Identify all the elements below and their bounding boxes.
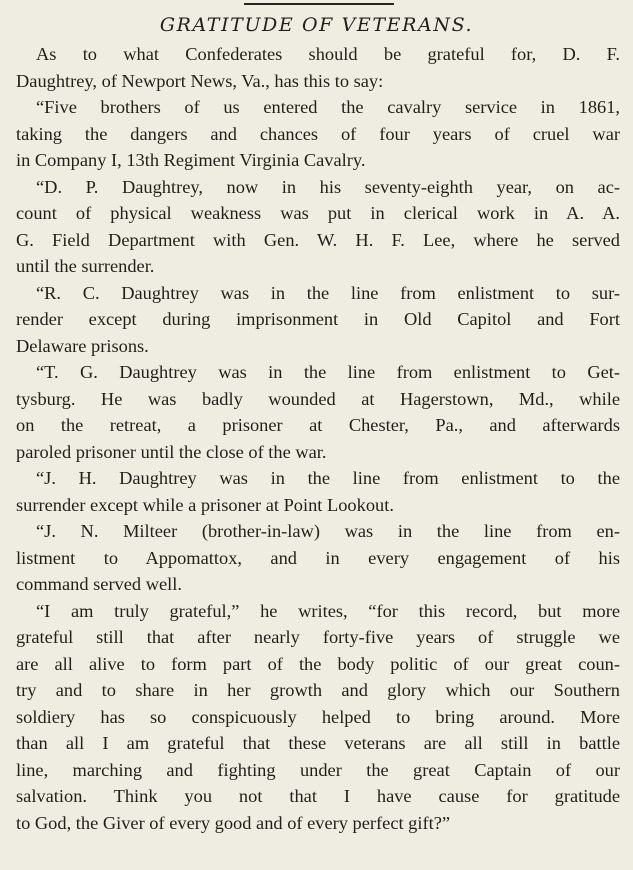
text-line: “J. H. Daughtrey was in the line from enlistment to the xyxy=(36,468,620,488)
top-rule xyxy=(244,3,394,5)
text-line: listment to Appomattox, and in every engagement of his xyxy=(16,547,620,568)
text-line: As to what Confederates should be grateful for, D. F. xyxy=(36,44,620,64)
article-body xyxy=(16,41,620,836)
text-line: “J. N. Milteer (brother-in-law) was in the line from en- xyxy=(36,521,620,541)
text-line: on the retreat, a prisoner at Chester, Pa., and afterwards xyxy=(16,415,620,435)
text-line: “Five brothers of us entered the cavalry service in 1861, xyxy=(36,97,620,117)
text-line: soldiery has so conspicuously helped to bring around. More xyxy=(16,706,620,727)
text-line: in Company I, 13th Regiment Virginia Cavalry. xyxy=(16,150,366,170)
text-line: “T. G. Daughtrey was in the line from enlistment to Get- xyxy=(36,362,620,382)
text-line: surrender except while a prisoner at Point Lookout. xyxy=(16,494,394,515)
text-line: command served well. xyxy=(16,574,182,594)
text-line: G. Field Department with Gen. W. H. F. Lee, where he served xyxy=(16,229,620,250)
text-line: salvation. Think you not that I have cause for gratitude xyxy=(16,786,620,806)
text-line: until the surrender. xyxy=(16,256,155,276)
text-line: count of physical weakness was put in clerical work in A. A. xyxy=(16,203,620,223)
text-line: render except during imprisonment in Old Capitol and Fort xyxy=(16,309,620,329)
text-line: tysburg. He was badly wounded at Hagerstown, Md., while xyxy=(16,388,620,409)
text-line: line, marching and fighting under the great Captain of our xyxy=(16,759,620,780)
text-line: to God, the Giver of every good and of every perfect gift?” xyxy=(16,812,451,833)
text-line: Daughtrey, of Newport News, Va., has this to say: xyxy=(16,70,384,91)
text-line: try and to share in her growth and glory which our Southern xyxy=(16,680,620,700)
text-line: “D. P. Daughtrey, now in his seventy-eighth year, on ac- xyxy=(36,176,620,197)
article-title: GRATITUDE OF VETERANS. xyxy=(159,14,474,36)
text-line: grateful still that after nearly forty-five years of struggle we xyxy=(16,627,620,647)
text-line: paroled prisoner until the close of the war. xyxy=(16,441,327,462)
text-line: taking the dangers and chances of four years of cruel war xyxy=(16,123,620,144)
text-line: “R. C. Daughtrey was in the line from enlistment to sur- xyxy=(36,282,620,303)
text-line: are all alive to form part of the body politic of our great coun- xyxy=(16,653,620,674)
text-line: Delaware prisons. xyxy=(16,335,149,356)
text-line: “I am truly grateful,” he writes, “for this record, but more xyxy=(36,600,620,621)
text-line: than all I am grateful that these veterans are all still in battle xyxy=(16,733,620,753)
